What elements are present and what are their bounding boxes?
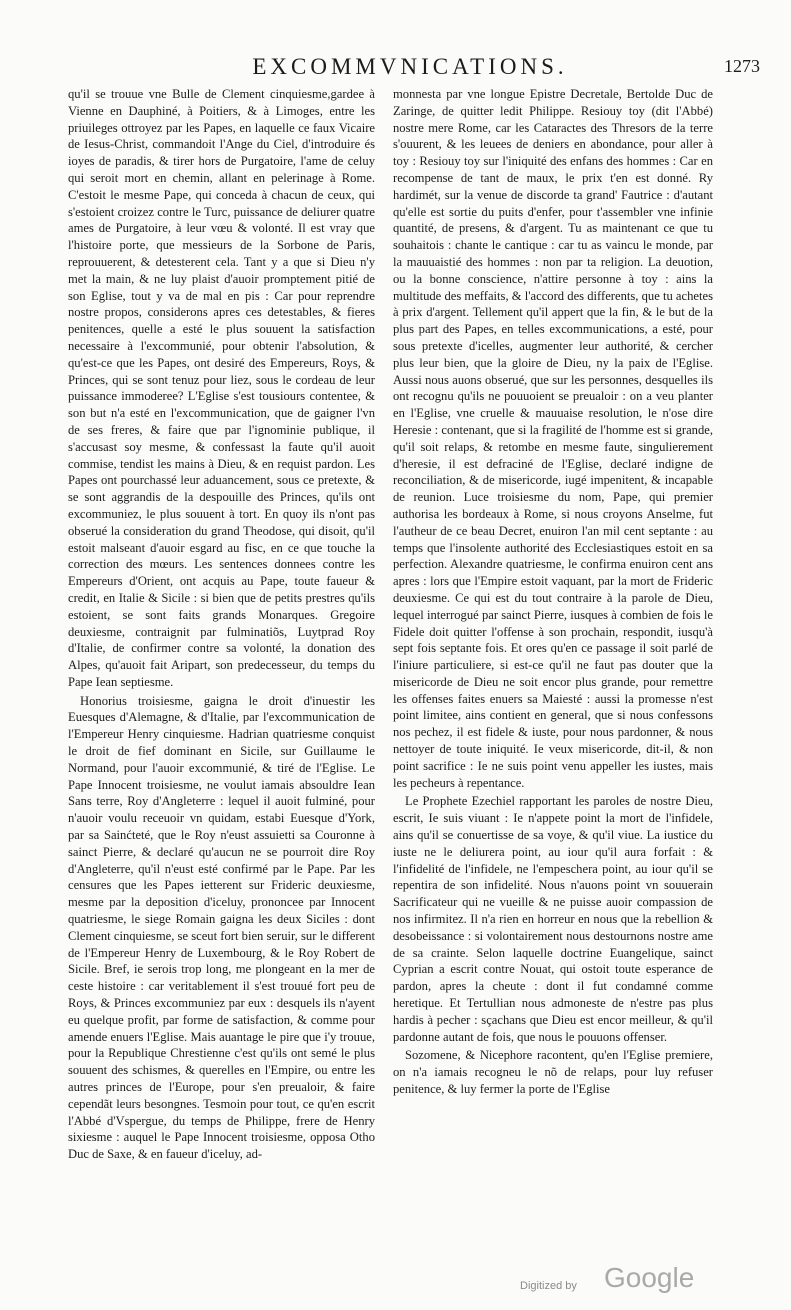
left-paragraph-1: qu'il se trouue vne Bulle de Clement cinquiesme,gardee à Vienne en Dauphiné, à Poitiers, & à Limoges, entre les priuileges ottroyez par les Papes, en laquelle ce faux Vicaire de Iesus-Christ, commandoit l'Ange du Ciel, d'introduire és ioyes de paradis, & tirer hors de Purgatoire, l'ame de celuy qui seroit mort en chemin, allant en pelerinage à Rome. C'estoit le mesme Pape, qui conceda à chacun de ceux, qui s'estoient croizez contre le Turc, puissance de deliurer quatre ames de Purgatoire, à leur vœu & volonté. Il est vray que l'histoire porte, que messieurs de la Sorbone de Paris, reprouuerent, & detesterent cela. Tant y a que si Dieu n'y met la main, & ne luy plaist d'auoir promptement pitié de son Eglise, tout y va de mal en pis : Car pour reprendre nostre propos, considerons apres ces detestables, & fieres penitences, quelle a esté le plus souuent la satisfaction necessaire à l'excommunié, pour obtenir l'absolution, & qu'est-ce que les Papes, ont desiré des Empereurs, Roys, & Princes, qui se sont tenuz pour liez, sous le cordeau de leur puissance immoderee? L'Eglise s'est tousiours contentee, & son but n'a esté en l'excommunication, que de gaigner l'vn de ses freres, & faire que par l'ignominie publique, il s'accusast soy mesme, & confessast la faute qu'il auoit commise, tendist les mains à Dieu, & en requist pardon. Les Papes ont pourchassé leur aduancement, sous ce pretexte, & se sont aggrandis de la despouille des Princes, qu'ils ont excommuniez, le plus souuent à tort. En quoy ils n'ont pas obserué la consideration du grand Theodose, qui disoit, qu'il estoit malseant d'auoir esgard au fisc, en ce que touche la correction des mœurs. Les sentences donnees contre les Empereurs d'Orient, ont acquis au Pape, toute faueur & credit, en Italie & Sicile : si bien que de petits prestres qu'ils estoient, se sont faits grands Monarques. Gregoire deuxiesme, contraignit par fulminatiõs, Luytprad Roy d'Italie, de confirmer contre sa volonté, la donation des Alpes, qu'auoit fait Aripart, son predecesseur, du temps du Pape Iean septiesme. — [68, 87, 375, 689]
page-number: 1273 — [724, 56, 760, 76]
right-paragraph-3: Sozomene, & Nicephore racontent, qu'en l'Eglise premiere, on n'a iamais recogneu le nõ de relaps, pour luy refuser penitence, & luy fermer la porte de l'Eglise — [393, 1048, 713, 1097]
left-column — [68, 86, 375, 1206]
running-head — [60, 54, 760, 84]
digitized-by-label: Digitized by — [520, 1280, 577, 1292]
right-paragraph-1: monnesta par vne longue Epistre Decretale, Bertolde Duc de Zaringe, de quitter ledit Philippe. Resiouy toy (dit l'Abbé) nostre mere Rome, car les Cataractes des Thresors de la terre s'ouurent, & les leuees de deniers en abondance, pour aller à toy : Resiouy toy sur l'iniquité des enfans des hommes : Car en recompense de tant de maux, le prix t'en est donné. Ry hardimét, sur la venue de discorde ta grand' Fautrice : d'autant qu'elle est sortie du puits d'enfer, pour t'assembler vne infinie quantité, de presens, & d'argent. Tu as maintenant ce que tu souhaitois : chante le cantique : car tu as vaincu le monde, par la mauuaistié des hommes : non par ta religion. La deuotion, ou la bonne conscience, n'attire personne à toy : ains la multitude des meffaits, & l'accord des differents, que tu achetes à prix d'argent. Tellement qu'il appert que la fin, & le but de la plus part des Papes, en telles excommunications, a esté, pour sous pretexte d'icelles, augmenter leur authorité, & cercher plus leur bien, que la gloire de Dieu, ny la paix de l'Eglise. Aussi nous auons obserué, que sur les personnes, desquelles ils ont recognu qu'ils ne pouuoient se preualoir : on a veu planter en l'Eglise, vne cruelle & mauuaise resolution, le n'ose dire Heresie : contenant, que si la fragilité de l'homme est si grande, qu'il soit relaps, & retombe en mesme faute, singulierement d'heresie, il est defraciné de l'Eglise, declaré indigne de reconciliation, & de misericorde, iugé impenitent, & incapable de reunion. Luce troisiesme du nom, Pape, qui premier authorisa les bordeaux à Rome, si nous croyons Anselme, fut l'autheur de ce beau Decret, enuiron l'an mil cent septante : au temps que l'insolente authorité des Ecclesiastiques estoit en sa perfection. Alexandre quatriesme, le confirma enuiron cent ans apres : lors que l'Empire estoit vaquant, par la mort de Frideric deuxiesme. Ce qui est du tout contraire à la parole de Dieu, lequel interrogué par sainct Pierre, iusques à combien de fois le Fidele doit quitter l'offense à son prochain, respondit, iusqu'à sept fois septante fois. Et ores qu'en ce passage il soit parlé de l'iniure particuliere, si est-ce qu'il ne faut pas douter que la misericorde de Dieu ne soit encor plus grande, pour remettre les offenses faites enuers sa Maiesté : aussi la promesse n'est point limitee, ains contient en general, que si nous confessons nos pechez, il est fidele & iuste, pour nous pardonner, & nous nettoyer de toute iniquité. Ie veux misericorde, dit-il, & non point sacrifice : Ie ne suis point venu appeller les iustes, mais les pecheurs à repentance. — [393, 87, 713, 790]
running-title: EXCOMMVNICATIONS. — [252, 54, 568, 79]
right-paragraph-2: Le Prophete Ezechiel rapportant les paroles de nostre Dieu, escrit, Ie suis viuant : Ie n'appete point la mort de l'infidele, ains qu'il se conuertisse de sa voye, & qu'il viue. La iustice du iuste ne le deliurera point, au iour qu'il aura forfait : & l'infidelité de l'infidele, ne l'empeschera point, au iour qu'il se repentira de son infidelité. Nous n'auons point vn souuerain Sacrificateur qui ne vueille & ne puisse auoir compassion de nos infirmitez. Il n'a rien en horreur en nous que la rebellion & desobeissance : si volontairement nous destournons nostre ame de sa crainte. Selon laquelle doctrine Euangelique, sainct Cyprian a escrit contre Nouat, qui ostoit toute esperance de pardon, apres la cheute : dont il fut condamné comme heretique. Et Tertullian nous admoneste de n'estre pas plus hardis à pecher : sçachans que Dieu est encor meilleur, & qu'il pardonne autant de fois, que nous le pouuons offenser. — [393, 794, 713, 1044]
google-logo: Google — [604, 1262, 695, 1293]
digitized-watermark — [520, 1262, 710, 1302]
right-column — [393, 86, 713, 1206]
left-paragraph-2: Honorius troisiesme, gaigna le droit d'inuestir les Euesques d'Alemagne, & d'Italie, par l'excommunication de l'Empereur Henry cinquiesme. Hadrian quatriesme conquist le droit de fief dominant en Sicile, sur Guillaume le Normand, pour l'auoir excommunié, & tiré de l'Eglise. Le Pape Innocent troisiesme, ne voulut iamais absouldre Iean Sans terre, Roy d'Angleterre : lequel il auoit fulminé, pour n'auoir voulu receuoir vn quidam, estabi Euesque d'York, par sa Sainćteté, que le Roy n'eust assuietti sa Couronne à sainct Pierre, & declaré qu'aucun ne se pourroit dire Roy d'Angleterre, qu'il n'eust esté confirmé par le Pape. Par les censures que les Papes ietterent sur Frideric deuxiesme, mesme par la deposition d'iceluy, prononcee par Innocent quatriesme, le siege Romain gaigna les deux Siciles : dont Clement cinquiesme, se sceut fort bien seruir, sur le different de l'Empereur Henry de Luxembourg, & le Roy Robert de Sicile. Bref, ie serois trop long, me plongeant en la mer de ceste histoire : car veritablement il s'est trouué fort peu de Roys, & Princes excommuniez par eux : desquels ils n'ayent eu quelque profit, par forme de satisfaction, & comme pour amende enuers l'Eglise. Mais auantage le pire que i'y trouue, pour la Republique Chrestienne c'est qu'ils ont semé le plus souuent des schismes, & querelles en l'Empire, ou entre les autres princes de l'Europe, pour s'en preualoir, & faire cependãt leurs besongnes. Tesmoin pour tout, ce qu'en escrit l'Abbé d'Vspergue, du temps de Philippe, frere de Henry sixiesme : auquel le Pape Innocent troisiesme, opposa Otho Duc de Saxe, & en faueur d'iceluy, ad- — [68, 693, 375, 1162]
